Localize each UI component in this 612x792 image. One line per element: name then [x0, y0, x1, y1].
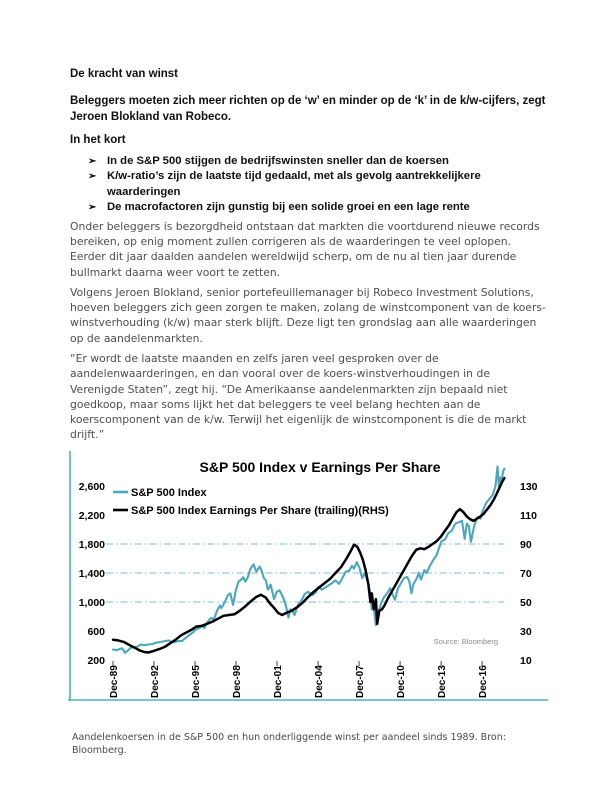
y-axis-right-label: 10	[520, 654, 532, 667]
x-axis-label: Dec-04	[314, 664, 326, 698]
article-intro: Beleggers moeten zich meer richten op de ‘w’ en minder op de ‘k’ in de k/w-cijfers, zegt Jeroen Blokland van Robeco.	[70, 95, 546, 123]
arrow-bullet-icon: ➢	[88, 202, 97, 214]
y-axis-left-label: 1,400	[78, 567, 105, 580]
x-axis-label: Dec-01	[273, 664, 285, 698]
paragraph-2: Volgens Jeroen Blokland, senior portefeuillemanager bij Robeco Investment Solutions, hoeven beleggers zich geen zorgen te maken, zolang de winstcomponent van de koers-winstverhouding (k/w) maar sterk blijft. Deze ligt ten grondslag aan alle waarderingen op de aandelenmarkten.	[70, 285, 546, 345]
chart	[68, 451, 550, 703]
y-axis-left-label: 200	[87, 654, 105, 667]
bullet-item	[70, 200, 548, 215]
y-axis-left-label: 1,000	[78, 596, 105, 609]
paragraph-1: Onder beleggers is bezorgdheid ontstaan dat markten die voortdurend nieuwe records bereiken, op enig moment zullen corrigeren als de waarderingen te veel oplopen. Eerder dit jaar daalden aandelen wereldwijd scherp, om de nu al tien jaar durende bullmarkt daarna weer voort te zetten.	[70, 219, 540, 279]
y-axis-left-label: 2,200	[78, 509, 105, 522]
x-axis-label: Dec-07	[355, 664, 367, 698]
y-axis-right-label: 70	[520, 567, 532, 580]
y-axis-left-label: 600	[87, 625, 105, 638]
x-axis-label: Dec-92	[150, 664, 162, 698]
chart-source-note: Source: Bloomberg	[433, 636, 498, 646]
chart-figure	[68, 451, 548, 707]
chart-title: S&P 500 Index v Earnings Per Share	[199, 458, 441, 475]
x-axis-label: Dec-98	[232, 664, 244, 698]
summary-bullet-list	[70, 154, 548, 216]
bullet-item	[70, 154, 548, 169]
x-axis-label: Dec-95	[191, 664, 203, 698]
y-axis-right-label: 50	[520, 596, 532, 609]
bullet-text: De macrofactoren zijn gunstig bij een solide groei en een lage rente	[107, 201, 470, 214]
legend-label-2: S&P 500 Index Earnings Per Share (trailing)(RHS)	[131, 504, 389, 517]
x-axis-label: Dec-13	[437, 664, 449, 698]
y-axis-right-label: 130	[520, 480, 538, 493]
bullet-item	[70, 169, 548, 200]
bullet-text: K/w-ratio’s zijn de laatste tijd gedaald, met als gevolg aantrekkelijkere waarderingen	[107, 170, 481, 198]
article-title: De kracht van winst	[70, 68, 179, 80]
legend-label-1: S&P 500 Index	[131, 486, 207, 499]
y-axis-right-label: 110	[520, 509, 537, 522]
y-axis-left-label: 2,600	[78, 480, 105, 493]
figure-caption: Aandelenkoersen in de S&P 500 en hun onderliggende winst per aandeel sinds 1989. Bron: Bloomberg.	[72, 731, 506, 756]
x-axis-label: Dec-10	[396, 664, 408, 698]
y-axis-right-label: 90	[520, 538, 532, 551]
paragraph-3: “Er wordt de laatste maanden en zelfs jaren veel gesproken over de aandelenwaarderingen, en dan vooral over de koers-winstverhoudingen in de Verenigde Staten”, zegt hij. “De Amerikaanse aandelenmarkten zijn bepaald niet goedkoop, maar soms lijkt het dat beleggers te veel belang hechten aan de koerscomponent van de k/w. Terwijl het eigenlijk de winstcomponent is die de markt drijft.”	[70, 352, 527, 442]
y-axis-right-label: 30	[520, 625, 532, 638]
bullet-text: In de S&P 500 stijgen de bedrijfswinsten sneller dan de koersen	[107, 155, 449, 167]
section-heading-in-het-kort: In het kort	[70, 134, 126, 146]
arrow-bullet-icon: ➢	[88, 156, 97, 167]
x-axis-label: Dec-89	[109, 664, 120, 698]
y-axis-left-label: 1,800	[78, 538, 105, 551]
x-axis-label: Dec-16	[478, 664, 490, 698]
arrow-bullet-icon: ➢	[88, 171, 97, 183]
